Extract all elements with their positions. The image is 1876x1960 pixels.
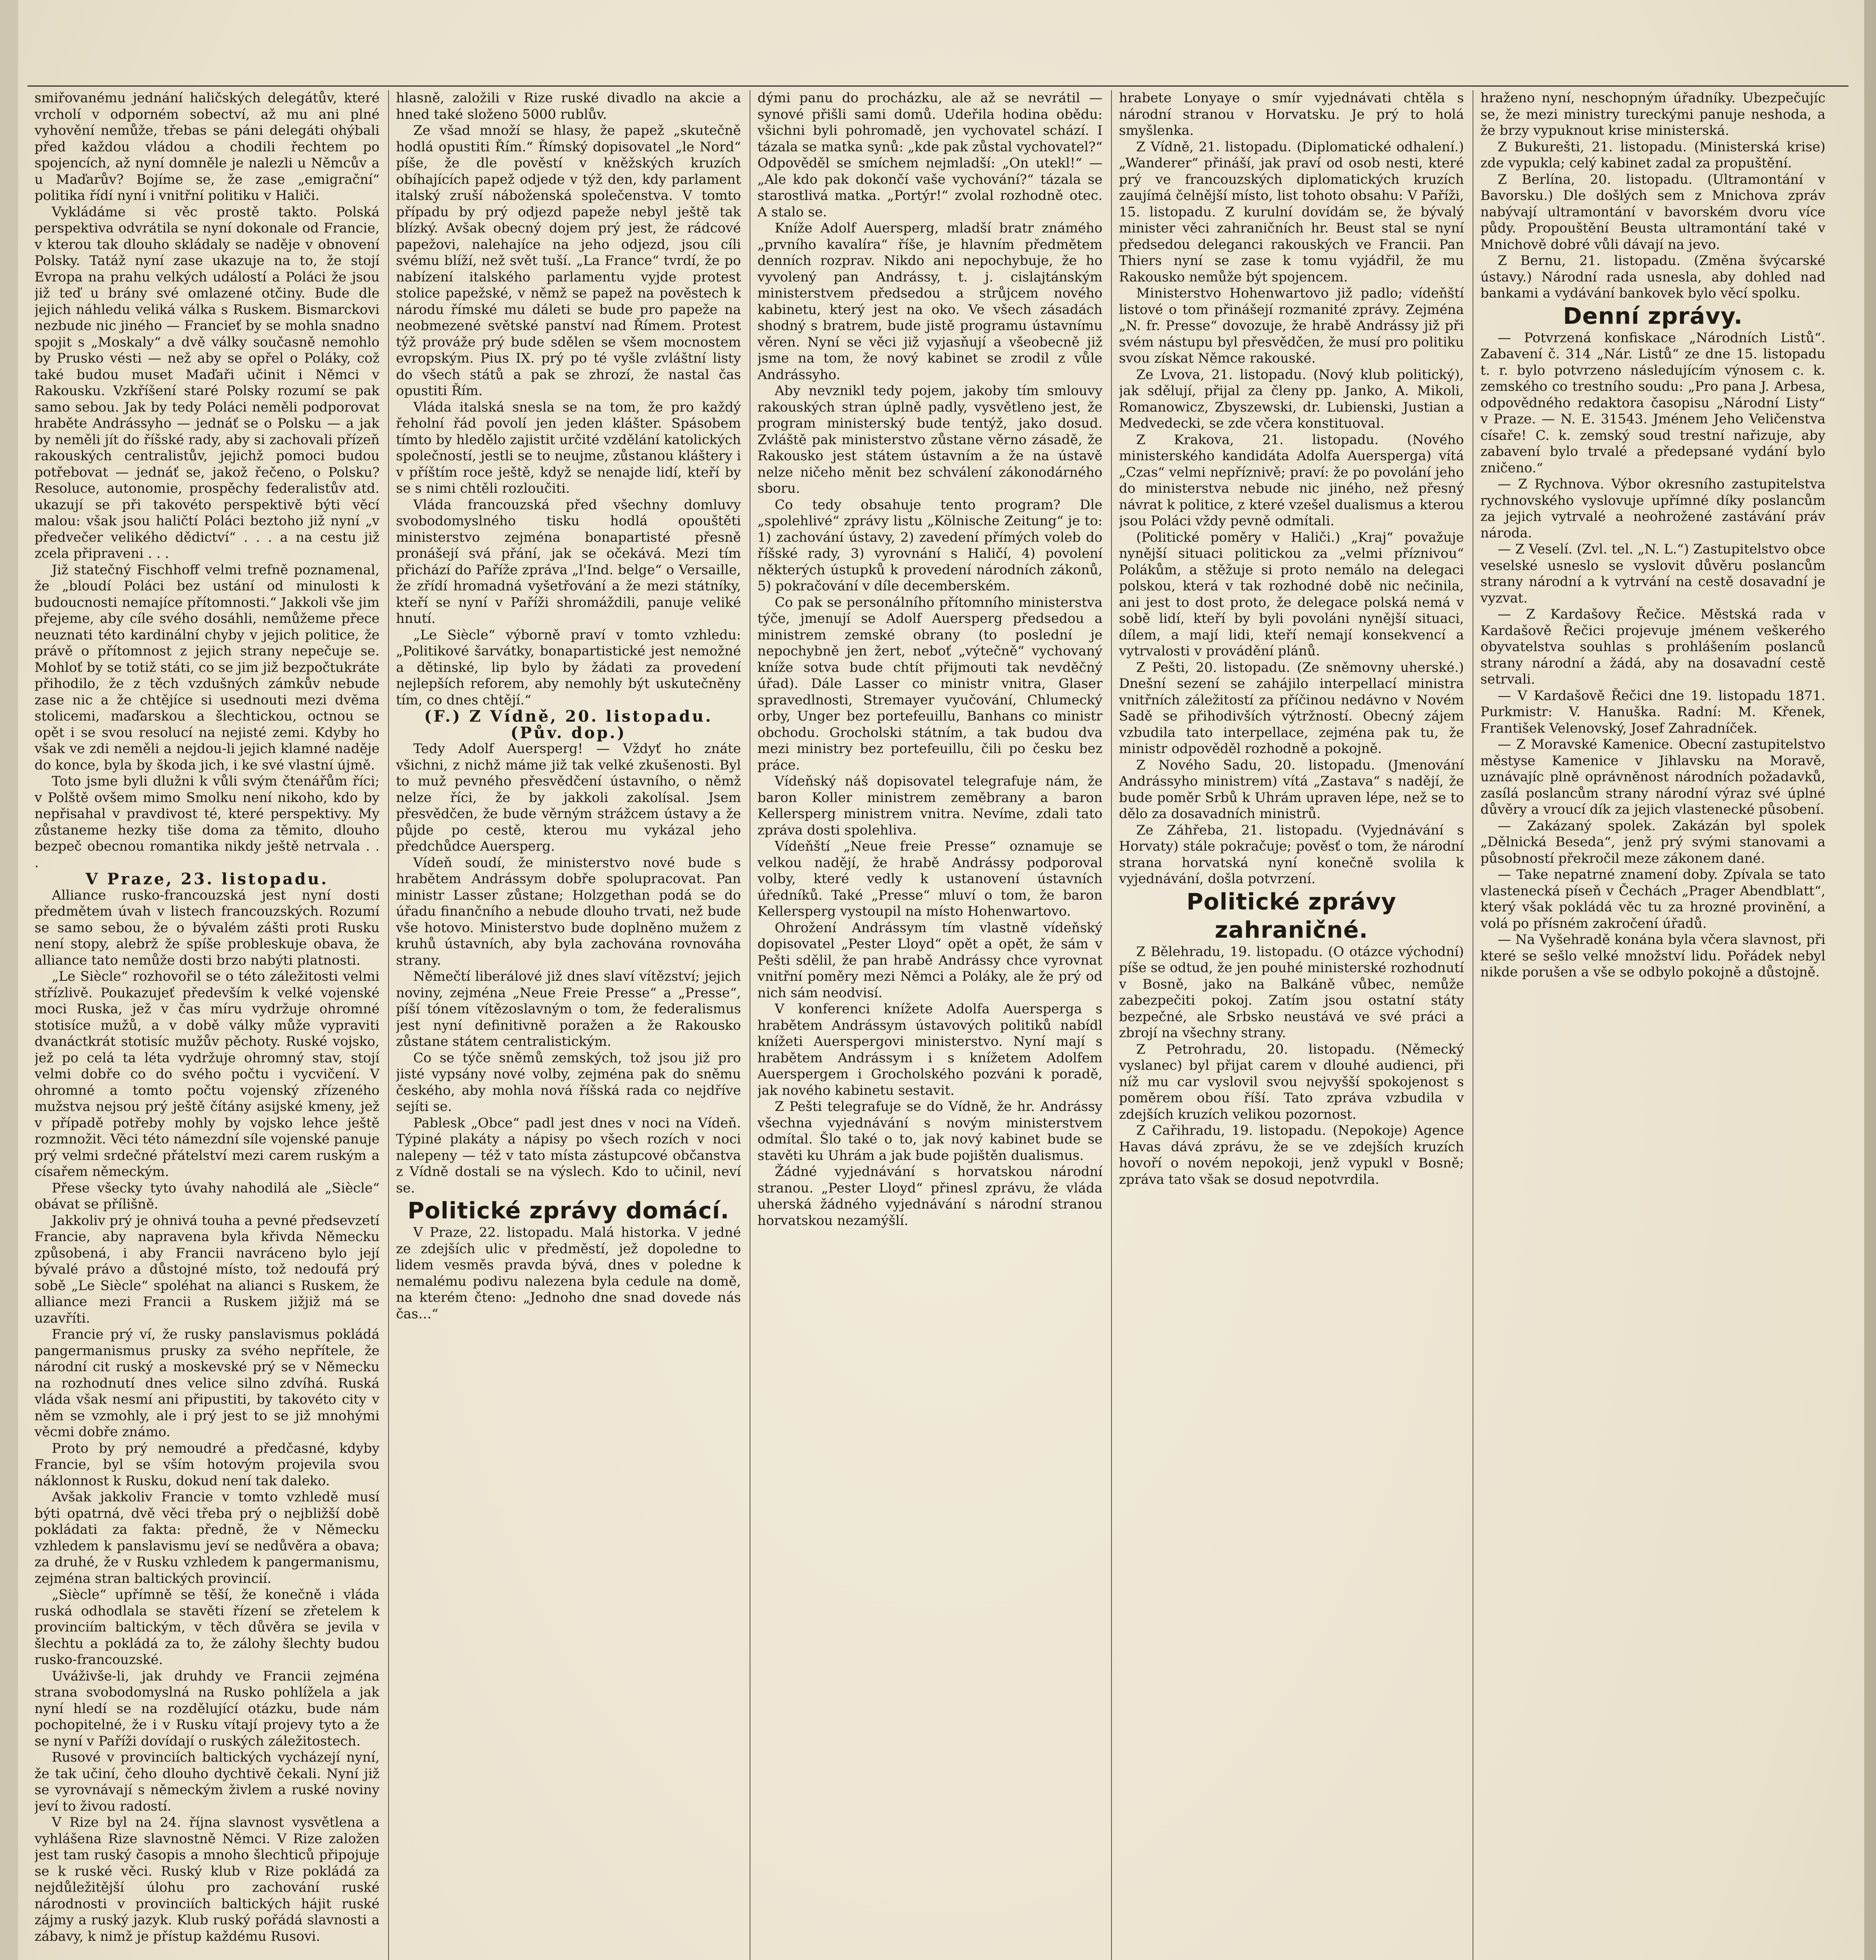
article-paragraph: hrabete Lonyaye o smír vyjednávati chtěla s národní stranou v Horvatsku. Je prý to holá smyšlenka.: [1119, 90, 1464, 138]
article-paragraph: Proto by prý nemoudré a předčasné, kdyby Francie, byl se vším hotovým projevila svou náklonnost k Rusku, dokud není tak daleko.: [35, 1440, 380, 1489]
article-paragraph: — Potvrzená konfiskace „Národních Listů“. Zabavení č. 314 „Nár. Listů“ ze dne 15. listopadu t. r. bylo potvrzeno následujícím výnosem c. k. zemského co trestního soudu: „Pro pana J. Arbesa, odpovědného redaktora časopisu „Národní Listy“ v Praze. — N. E. 31543. Jménem Jeho Veličenstva císaře! C. k. zemský soud trestní nařizuje, aby zabavení bylo trvalé a předepsané vydání bylo zničeno.“: [1480, 330, 1825, 476]
article-paragraph: Alliance rusko-francouzská jest nyní dosti předmětem úvah v listech francouzských. Rozumí se samo sebou, že o bývalém zášti proti Rusku není stopy, alebrž že spíše probleskuje obava, že alliance tato nemůže dosti brzo nabýti platnosti.: [35, 887, 380, 968]
article-paragraph: Kníže Adolf Auersperg, mladší bratr známého „prvního kavalíra“ říše, je hlavním předmětem denních rozprav. Nikdo ani nepochybuje, že ho vyvolený pan Andrássy, t. j. cislajtánským ministerstvem předsedou a strůjcem nového kabinetu, který jest na oko. Ve všech zásadách shodný s bratrem, bude jistě programu ústavnímu věren. Nyní se věci již vyjasňují a všeobecně již jsme na tom, že nový kabinet se zrodil z vůle Andrássyho.: [757, 220, 1102, 383]
article-paragraph: Již statečný Fischhoff velmi trefně poznamenal, že „bloudí Poláci bez ustání od minulosti k budoucnosti nemajíce přítomnosti.“ Jakkoli vše jim přejeme, aby cíle svého dosáhli, nemůžeme přece neuznati této kardinální chyby v jejich politice, že právě o přítomnost z jejich strany nepečuje se. Mohloť by se totiž státi, co se jim již bezpočtukráte přihodilo, že z těch vzdušných zámkův nebude zase nic a že chtějíce si usednouti mezi dvěma stolicemi, maďarskou a šlechtickou, octnou se opět i se svou resolucí na nejisté zemi. Kdyby ho však ve zdi neměli a nejdou-li jejich klamné naděje do konce, byla by škoda jich, i ke své vlastní újmě.: [35, 562, 380, 773]
article-paragraph: Z Vídně, 21. listopadu. (Diplomatické odhalení.) „Wanderer“ přináší, jak praví od osob nesti, které prý ve francouzských diplomatických kruzích zaujímá čelnější místo, list tohoto obsahu: V Paříži, 15. listopadu. Z kurulní dovídám se, že bývalý minister věci zahraničních hr. Beust stal se nyní předsedou deleganci rakouských ve Francii. Pan Thiers nyní se zase k tomu vyjádřil, že mu Rakousko nemůže být spojencem.: [1119, 139, 1464, 285]
article-paragraph: — Na Vyšehradě konána byla včera slavnost, při které se sešlo velké množství lidu. Pořádek nebyl nikde porušen a vše se odbylo pokojně a důstojně.: [1480, 932, 1825, 980]
article-paragraph: Aby nevznikl tedy pojem, jakoby tím smlouvy rakouských stran úplně padly, vysvětleno jest, že program ministerský bude tentýž, jako dosud. Zvláště pak ministerstvo zůstane věrno zásadě, že Rakousko jest státem ústavním a že na ústavě nelze ničeho měnit bez schválení zákonodárného sboru.: [757, 383, 1102, 496]
article-paragraph: Z Bukurešti, 21. listopadu. (Ministerská krise) zde vypukla; celý kabinet zadal za propuštění.: [1480, 139, 1825, 171]
column-divider: [388, 90, 389, 1960]
article-paragraph: Z Pešti, 20. listopadu. (Ze sněmovny uherské.) Dnešní sezení se zahájilo interpellací ministra vnitřních záležitostí za příčinou nedávno v Novém Sadě se přihodivších výtržností. Obecný zájem vzbudila tato interpellace, zejména pak tu, že ministr odpověděl rozhodně a pokojně.: [1119, 659, 1464, 757]
article-paragraph: Pablesk „Obce“ padl jest dnes v noci na Vídeň. Týpiné plakáty a nápisy po všech rozích v noci nalepeny — též v tato místa zástupcové občanstva z Vídně dostali se na výslech. Kdo to učinil, neví se.: [396, 1115, 741, 1196]
article-paragraph: Co se týče sněmů zemských, tož jsou již pro jisté vypsány nové volby, zejména pak do sněmu českého, aby mohla nová říšská rada co nejdříve sejíti se.: [396, 1050, 741, 1114]
article-paragraph: Jakkoliv prý je ohnivá touha a pevné předsevzetí Francie, aby napravena byla křivda Německu způsobená, i aby Francii navráceno bylo její bývalé právo a důstojné místo, tož nedoufá prý sobě „Le Siècle“ spoléhat na alianci s Ruskem, že alliance mezi Francii a Ruskem jižjiž má se uzavříti.: [35, 1212, 380, 1326]
dateline-heading: V Praze, 23. listopadu.: [85, 870, 329, 888]
article-paragraph: Ministerstvo Hohenwartovo již padlo; vídeňští listové o tom přinášejí rozmanité zprávy. Zejména „N. fr. Presse“ dovozuje, že hrabě Andrássy již při svém nástupu byl přesvědčen, že musí pro politiku svou získat Němce rakouské.: [1119, 285, 1464, 366]
article-paragraph: Z Berlína, 20. listopadu. (Ultramontání v Bavorsku.) Dle došlých sem z Mnichova zpráv nabývají ultramontání v bavorském dvoru více půdy. Propouštění Beusta ultramontání také v Mnichově dobré vůli dávají na jevo.: [1480, 171, 1825, 252]
article-paragraph: — Z Rychnova. Výbor okresního zastupitelstva rychnovského vyslovuje upřímné díky poslancům za jejich vytrvalé a neohrožené zastávání práv národa.: [1480, 476, 1825, 541]
article-paragraph: hlasně, založili v Rize ruské divadlo na akcie a hned také složeno 5000 rublův.: [396, 90, 741, 122]
article-paragraph: Francie prý ví, že rusky panslavismus pokládá pangermanismus prusky za svého nepřítele, že národní cit ruský a moskevské prý se v Německu na rozhodnutí dnes velice silno zdvíhá. Ruská vláda však nesmí ani připustiti, by takovéto city v něm se vzmohly, ale i prý jest to se již mnohými věcmi dobře známo.: [35, 1327, 380, 1440]
top-rule: [27, 85, 1849, 87]
article-paragraph: smiřovanému jednání haličských delegátův, které vrcholí v odporném sobectví, až mu ani plné vyhovění nemůže, třebas se páni delegáti ohýbali před každou vládou a chodili řechtem po spojencích, až nyní domněle je nalezli u Němcův a u Maďarův? Bojíme se, že zase „emigrační“ politika řídí nyní i vnitřní politiku v Haliči.: [35, 90, 380, 203]
article-paragraph: — Z Moravské Kamenice. Obecní zastupitelstvo městyse Kamenice v Jihlavsku na Moravě, uznávajíc plně oprávněnost národních požadavků, zasílá poslancům strany národní výraz své úplné důvěry a vroucí dík za jejich vlastenecké působení.: [1480, 737, 1825, 817]
article-paragraph: Z Krakova, 21. listopadu. (Nového ministerského kandidáta Adolfa Auersperga) vítá „Czas“ velmi nepříznivě; praví: že po povolání jeho do ministerstva nebude nic jiného, než přesný návrat k politice, z které vzešel dualismus a kterou jsou Poláci vždy pevně odmítali.: [1119, 432, 1464, 529]
article-paragraph: hraženo nyní, neschopným úřadníky. Ubezpečujíc se, že mezi ministry tureckými panuje neshoda, a že brzy vypuknout krise ministerská.: [1480, 90, 1825, 138]
article-paragraph: Vídeňský náš dopisovatel telegrafuje nám, že baron Koller ministrem zeměbrany a baron Kellersperg ministrem vnitra. Nevíme, zdali tato zpráva dosti spolehliva.: [757, 773, 1102, 838]
article-paragraph: Tedy Adolf Auersperg! — Vždyť ho znáte všichni, z nichž máme již tak velké zkušenosti. Byl to muž pevného přesvědčení ústavního, o němž nelze říci, že by jakkoli zakolísal. Jsem přesvědčen, že bude věrným strážcem ústavy a že půjde po cestě, kterou mu vykázal jeho předchůdce Auersperg.: [396, 741, 741, 854]
article-paragraph: Z Cařihradu, 19. listopadu. (Nepokoje) Agence Havas dává zprávu, že se ve zdejších kruzích hovoří o novém nepokoji, jenž vypukl v Bosně; zpráva tato však se dosud nepotvrdila.: [1119, 1123, 1464, 1187]
article-paragraph: dými panu do procházku, ale až se nevrátil — synové přišli sami domů. Udeřila hodina obědu: všichni byli pohromadě, jen vychovatel schází. I tázala se matka synů: „kde pak zůstal vychovatel?“ Odpověděl se smíchem nejmladší: „On utekl!“ — „Ale kdo pak dokončí vaše vychování?“ tázala se starostlivá matka. „Portýr!“ zvolal rozhodně otec. A stalo se.: [757, 90, 1102, 220]
article-paragraph: Přese všecky tyto úvahy nahodilá ale „Siècle“ obávat se přílišně.: [35, 1180, 380, 1212]
article-paragraph: Ohrožení Andrássym tím vlastně vídeňský dopisovatel „Pester Lloyd“ opět a opět, že sám v Pešti sdělil, že pan hrabě Andrássy chce vyrovnat vnitřní poměry mezi Němci a Poláky, ale že prý od nich sám neodvisí.: [757, 920, 1102, 1001]
article-paragraph: — Take nepatrné znamení doby. Zpívala se tato vlastenecká píseň v Čechách „Prager Abendblatt“, který však pokládá věc tu za hrozné provinění, a volá po přísném zakročení úřadů.: [1480, 867, 1825, 931]
article-paragraph: Vláda italská snesla se na tom, že pro každý řeholní řád povolí jen jeden klášter. Spásobem tímto by hledělo zajistit určité vzdělání katolických společností, jestli se to neujme, zůstanou kláštery i v příštím roce ještě, když se nenajde lidí, kteří by se s nimi chtěli rozloučiti.: [396, 399, 741, 496]
article-paragraph: Ze Lvova, 21. listopadu. (Nový klub politický), jak sdělují, přijal za členy pp. Janko, A. Mikoli, Romanowicz, Zbyszewski, dr. Lubienski, Justian a Medvedecki, se zde včera konstituoval.: [1119, 367, 1464, 431]
article-paragraph: Němečtí liberálové již dnes slaví vítězství; jejich noviny, zejména „Neue Freie Presse“ a „Presse“, píší tónem vítězoslavným o tom, že federalismus jest nyní definitivně poražen a že Rakousko zůstane státem centralistickým.: [396, 969, 741, 1049]
article-paragraph: Vídeň soudí, že ministerstvo nové bude s hrabětem Andrássym dobře spolupracovat. Pan ministr Lasser zůstane; Holzgethan podá se do úřadu finančního a nebude dlouho trvati, než bude vše hotovo. Ministerstvo bude doplněno mužem z kruhů ústavních, aby byla zachována rovnováha strany.: [396, 855, 741, 968]
article-paragraph: — V Kardašově Řečici dne 19. listopadu 1871. Purkmistr: V. Hanuška. Radní: M. Křenek, František Velenovský, Josef Zahradníček.: [1480, 688, 1825, 736]
article-paragraph: Co tedy obsahuje tento program? Dle „spolehlivé“ zprávy listu „Kölnische Zeitung“ je to: 1) zachování ústavy, 2) zavedení přímých voleb do říšské rady, 3) vyrovnání s Haličí, 4) povolení některých ústupků k provedení národních zákonů, 5) pokračování v díle decemberském.: [757, 497, 1102, 594]
article-paragraph: Vykládáme si věc prostě takto. Polská perspektiva odvrátila se nyní dokonale od Francie, v kterou tak dlouho skládaly se naděje v obnovení Polsky. Tatáž nyní zase ukazuje na to, že stojí Evropa na prahu velkých událostí a Poláci že jsou již teď u brány své omlazené otčiny. Bude dle jejich náhledu veliká válka s Ruskem. Bismarckovi nezbude nic jiného — Francieť by se mohla snadno spojit s „Moskaly“ a dvě války současně nemohlo by Prusko vésti — než aby se opřel o Poláky, což také budou muset Maďaři učinit i Němci v Rakousku. Vzkříšení staré Polsky rozumí se pak samo sebou. Jak by tedy Poláci neměli podporovat hraběte Andrássyho — jednáť se o Polsku — a jak by neměli jít do říšské rady, aby si zachovali přízeň rakouských centralistův, jejichž pomoci budou potřebovat — jednáť se, jakož řečeno, o Polsku? Resoluce, autonomie, prospěchy federalistův atd. ukazují se při takovéto perspektivě býti věcí malou: však jsou haličtí Poláci beztoho již nyní „v předvečer velikého dědictví“ . . . a na cestu již zcela připraveni . . .: [35, 204, 380, 561]
section-heading: Denní zprávy.: [1563, 302, 1743, 329]
article-paragraph: Žádné vyjednávání s horvatskou národní stranou. „Pester Lloyd“ přinesl zprávu, že vláda uherská žádného vyjednávání s národní stranou horvatskou nezamýšlí.: [757, 1164, 1102, 1229]
article-paragraph: Z Bělehradu, 19. listopadu. (O otázce východní) píše se odtud, že jen pouhé ministerské rozhodnutí v Bosně, jako na Balkáně vůbec, nemůže zabezpečiti pokoj. Zatím jsou ostatní státy bezpečné, ale Srbsko neustává ve své práci a zbrojí na všechny strany.: [1119, 944, 1464, 1041]
article-paragraph: Vídeňští „Neue freie Presse“ oznamuje se velkou nadějí, že hrabě Andrássy podporoval volby, které vedly k ustanovení ústavních úředníků. Také „Presse“ mluví o tom, že baron Kellersperg vystoupil na místo Hohenwartovo.: [757, 838, 1102, 919]
page-right-edge: [1864, 0, 1876, 1960]
article-paragraph: „Siècle“ upřímně se těší, že konečně i vláda ruská odhodlala se stavěti řízení se zřetelem k provinciím baltickým, v těch důvěra se jevila v šlechtu a pokládá za to, že zálohy šlechty budou rusko-francouzské.: [35, 1587, 380, 1668]
article-paragraph: Co pak se personálního přítomního ministerstva týče, jmenují se Adolf Auersperg předsedou a ministrem zemské obrany (to poslední je nepochybně jen žert, neboť „výtečně“ vychovaný kníže sotva bude chtít přijmouti tak nevděčný úřad). Dále Lasser co ministr vnitra, Glaser spravedlnosti, Stremayer vyučování, Chlumecký orby, Unger bez portefeuillu, Banhans co ministr obchodu. Grocholski státním, a tak budou dva mezi ministry bez portefeuillu, čili po česku bez práce.: [757, 594, 1102, 773]
page-binding-edge: [0, 0, 18, 1960]
article-paragraph: „Le Siècle“ rozhovořil se o této záležitosti velmi střízlivě. Poukazujeť především k velké vojenské moci Ruska, jež v čas míru vydržuje ohromné stotisíce mužů, a v době války může vypraviti dvanáctkrát stotisíc mužův pěchoty. Ruské vojsko, jež po celá ta léta vydržuje ohromný stav, stojí velmi dobře co do svého počtu i vycvičení. V ohromné a tomto počtu vojenský zřízeného mužstva nejsou prý ještě čítány asijské kmeny, jež v případě potřeby mohly by vojsko lehce ještě rozmnožit. Věci této námezdní síle vojenské panuje prý velmi srdečné přátelství mezi carem ruským a císařem německým.: [35, 969, 380, 1180]
article-paragraph: „Le Siècle“ výborně praví v tomto vzhledu: „Politikové šarvátky, bonapartistické jest nemožné a dětinské, lip bylo by žádati za provedení nejlepších reforem, aby nemohly být uskutečněny tím, co dnes chtějí.“: [396, 627, 741, 708]
article-paragraph: — Z Kardašovy Řečice. Městská rada v Kardašově Řečici projevuje jménem veškerého obyvatelstva souhlas s prohlášením poslanců strany národní a žádá, aby na dosavadní cestě setrvali.: [1480, 606, 1825, 687]
article-paragraph: Z Pešti telegrafuje se do Vídně, že hr. Andrássy všechna vyjednávání s novým ministerstvem odmítal. Šlo také o to, jak nový kabinet bude se stavěti ku Uhrám a jak bude pojištěn dualismus.: [757, 1099, 1102, 1163]
text-column-3: [757, 90, 1102, 1960]
article-paragraph: V konferenci knížete Adolfa Auersperga s hrabětem Andrássym ústavových politiků nabídl knížeti Auerspergovi ministerstvo. Nyní mají s hrabětem Andrássym i s knížetem Adolfem Auerspergem i Grocholského pozváni k poradě, jak nového kabinetu sestavit.: [757, 1001, 1102, 1098]
article-paragraph: Avšak jakkoliv Francie v tomto vzhledě musí býti opatrná, dvě věci třeba prý o nejbližší době pokládati za fakta: předně, že v Německu vzhledem k panslavismu jeví se nedůvěra a obava; za druhé, že v Rusku vzhledem k pangermanismu, zejména stran baltických provincií.: [35, 1489, 380, 1586]
article-paragraph: Z Nového Sadu, 20. listopadu. (Jmenování Andrássyho ministrem) vítá „Zastava“ s nadějí, že bude poměr Srbů k Uhrám upraven lépe, než se to dělo za dosavadních ministrů.: [1119, 757, 1464, 822]
article-paragraph: (Politické poměry v Haliči.) „Kraj“ považuje nynější situaci politickou za „velmi příznivou“ Polákům, a stěžuje si proto nemálo na delegaci polskou, která v tak rozhodné době nic nečinila, ani jest to dost proto, že delegace polská nemá v sobě lidí, kteří by byli povoláni nynější situaci, dílem, a mají lidi, kteří nemají konsekvencí a vytrvalosti v provádění plánů.: [1119, 529, 1464, 659]
article-paragraph: — Zakázaný spolek. Zakázán byl spolek „Dělnická Beseda“, jenž prý svými stanovami a působností překročil meze zákonem dané.: [1480, 818, 1825, 866]
dateline-heading: (F.) Z Vídně, 20. listopadu. (Pův. dop.): [424, 707, 713, 742]
article-paragraph: Rusové v provinciích baltických vycházejí nyní, že tak učiní, čeho dlouho dychtivě čekali. Nyní již se vyrovnávají s německým živlem a ruské noviny jeví to živou radostí.: [35, 1749, 380, 1814]
article-paragraph: V Rize byl na 24. října slavnost vysvětlena a vyhlášena Rize slavnostně Němci. V Rize založen jest tam ruský časopis a mnoho šlechticů připojuje se k ruské věci. Ruský klub v Rize pokládá za nejdůležitější úlohu pro zachování ruské národnosti v provinciích baltických hájit ruské zájmy a ruský jazyk. Klub ruský pořádá slavnosti a zábavy, k nimž je přístup každému Rusovi.: [35, 1815, 380, 1944]
article-paragraph: Vláda francouzská před všechny domluvy svobodomyslného tisku hodlá opouštěti ministerstvo zejména bonapartisté přesně pronášejí svá přání, jak se očekává. Mezi tím přichází do Paříže zpráva „l'Ind. belge“ o Versaille, že zřídí hromadná vyšetřování a že mezi státníky, kteří se nyní v Paříži shromáždili, panuje veliké hnutí.: [396, 497, 741, 626]
article-paragraph: Z Petrohradu, 20. listopadu. (Německý vyslanec) byl přijat carem v dlouhé audienci, při níž mu car vyslovil svou nejvyšší spokojenost s poměrem obou říší. Tato zpráva vzbudila v zdejších kruzích velikou pozornost.: [1119, 1041, 1464, 1122]
text-column-5: [1480, 90, 1825, 1960]
article-paragraph: Ze Záhřeba, 21. listopadu. (Vyjednávání s Horvaty) stále pokračuje; pověsť o tom, že národní strana horvatská nyní konečně svolila k vyjednávání, došla potvrzení.: [1119, 822, 1464, 887]
article-paragraph: Ze všad množí se hlasy, že papež „skutečně hodlá opustiti Řím.“ Římský dopisovatel „le Nord“ píše, že dle pověstí v kněžských kruzích obíhajících papež odjede v týž den, kdy parlament italský zruší náboženská společenstva. V tomto případu by prý odjezd papeže nebyl ještě tak blízký. Avšak obecný dojem prý jest, že rádcové papežovi, nalehajíce na jeho odjezd, jsou cíli svému blíží, než svět tuší. „La France“ tvrdí, že po nabízení italského parlamentu vyjde protest stolice papežské, v němž se papež na pověstech k národu římské mu dáleti se bude pro papeže na neobmezené světské panství nad Římem. Protest týž prováže prý bude sdělen se všem mocnostem evropským. Pius IX. prý po té vyšle zvláštní listy do všech států a pak se zhrozí, že nastal čas opustiti Řím.: [396, 123, 741, 399]
column-divider: [1111, 90, 1112, 1960]
text-column-2: [396, 90, 741, 1960]
article-paragraph: Toto jsme byli dlužni k vůli svým čtenářům říci; v Polště ovšem mimo Smolku není nikoho, kdo by nepřisahal v pravdivost té, které perspektivy. My zůstaneme hezky tiše doma za těmito, dlouho bezpeč obecnou romantika nikdy ještě netrvala . . .: [35, 773, 380, 871]
article-paragraph: Z Bernu, 21. listopadu. (Změna švýcarské ústavy.) Národní rada usnesla, aby dohled nad bankami a vydávání bankovek bylo věcí spolku.: [1480, 253, 1825, 301]
article-paragraph: V Praze, 22. listopadu. Malá historka. V jedné ze zdejších ulic v předměstí, jež dopoledne to lidem vesměs pravda bývá, dnes v poledne k nemalému podivu nalezena byla cedule na domě, na kterém čteno: „Jednoho dne snad dovede nás čas…“: [396, 1225, 741, 1322]
text-column-4: [1119, 90, 1464, 1960]
section-heading: Politické zprávy zahraničné.: [1186, 888, 1397, 943]
article-paragraph: Uváživše-li, jak druhdy ve Francii zejména strana svobodomyslná na Rusko pohlížela a jak nyní hledí se na rozdělující otázku, bude nám pochopitelné, že i v Rusku vítají projevy tyto a že se nyní v Paříži dovídají o ruských záležitostech.: [35, 1668, 380, 1749]
article-paragraph: — Z Veselí. (Zvl. tel. „N. L.“) Zastupitelstvo obce veselské usneslo se vyslovit důvěru poslancům strany národní a k vytrvání na cestě dosavadní je vyzvat.: [1480, 541, 1825, 606]
text-column-1: [35, 90, 380, 1960]
section-heading: Politické zprávy domácí.: [407, 1197, 730, 1224]
